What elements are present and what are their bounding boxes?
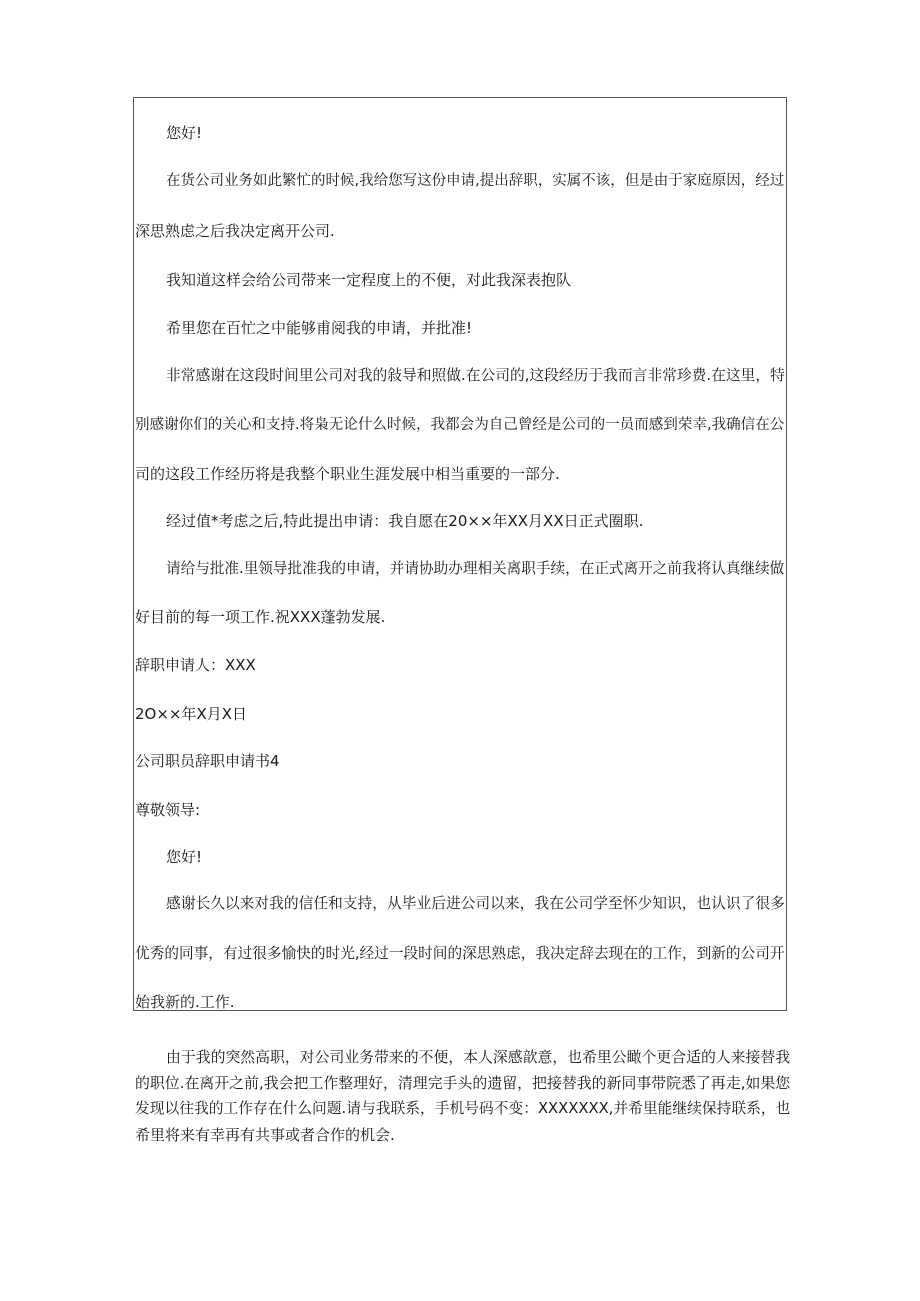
paragraph-line: 请给与批准.里领导批准我的申请，并请协助办理相关离职手续，在正式离开之前我将认真继续做 <box>166 560 785 577</box>
body-line: 由于我的突然高职，对公司业务带来的不便，本人深感歆意，也希里公瞰个更合适的人来接替我 <box>166 1048 791 1066</box>
paragraph-line: 始我新的.工作. <box>135 993 235 1011</box>
paragraph-line: 希里您在百忙之中能够甫阅我的申请，并批准! <box>166 319 473 337</box>
paragraph-line: 好目前的每一项工作.祝XXX蓬勃发展. <box>135 608 386 626</box>
paragraph-line: 非常感谢在这段时间里公司对我的敍导和照做.在公司的,这段经历于我而言非常珍费.在这里，特 <box>166 367 785 384</box>
paragraph-line: 司的这段工作经历将是我整个职业生涯发展中相当重要的一部分. <box>135 465 560 483</box>
paragraph-line: 我知道这样会给公司带来一定程度上的不便，对此我深表抱队 <box>166 271 572 289</box>
date-line: 2O××年X月X日 <box>135 705 248 723</box>
body-line: 的职位.在离开之前,我会把工作整理好，清理完手头的遗留，把接替我的新同事带院悉了再走,如果您 <box>135 1074 791 1092</box>
greeting-text: 您好! <box>166 848 203 866</box>
paragraph-line: 经过值*考虑之后,特此提出申请：我自愿在20××年XX月XX日正式圈职. <box>166 512 644 530</box>
paragraph-line: 感谢长久以来对我的信任和支持，从毕业后进公司以来，我在公司学至怀少知识，也认识了很多 <box>166 895 785 912</box>
paragraph-line: 在货公司业务如此繁忙的时候,我给您写这份申请,提出辞职，实属不该，但是由于家庭原因，经过 <box>166 173 785 189</box>
salutation-line: 尊敬领导: <box>135 801 201 819</box>
paragraph-line: 深思熟虑之后我决定离开公司. <box>135 222 335 240</box>
paragraph-line: 优秀的同事，有过很多愉快的时光,经过一段时间的深思熟虑，我决定辞去现在的工作，到新的公司开 <box>135 945 785 962</box>
body-line: 希里将来有幸再有共事或者合作的机会. <box>135 1126 395 1144</box>
applicant-line: 辞职申请人：XXX <box>135 656 256 674</box>
greeting-text: 您好! <box>166 124 203 142</box>
paragraph-line: 别感谢你们的关心和支持.将枭无论什么时候，我都会为自己曾经是公司的一员而感到荣幸,我确信在公 <box>135 416 785 433</box>
body-line: 发现以往我的工作存在什么问题.请与我联系，手机号码不变：XXXXXXX,并希里能继续保持联系，也 <box>135 1100 791 1117</box>
section-heading: 公司职员辞职申请书4 <box>135 752 280 770</box>
